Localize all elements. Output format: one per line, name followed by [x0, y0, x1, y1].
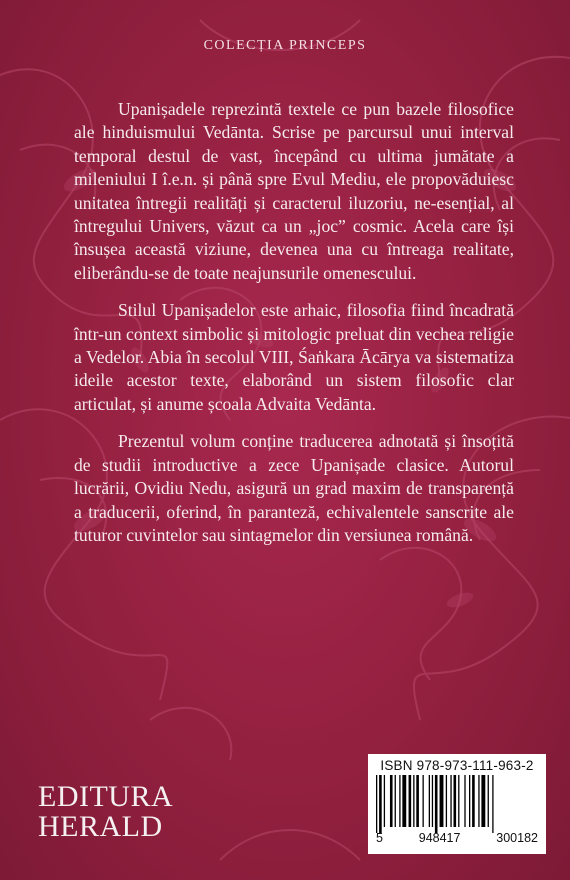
paragraph: Prezentul volum conține traducerea adnotată și însoțită de studii introductive a zece Upanișade clasice. Autorul lucrării, Ovidiu Nedu, asigură un grad maxim de transparență a traducerii, oferind, în paranteză, echivalentele sanscrite ale tuturor cuvintelor sau sintagmelor din versiunea română. — [74, 431, 514, 545]
series-title: COLECȚIA PRINCEPS — [203, 38, 367, 53]
publisher-line: HERALD — [38, 810, 163, 843]
barcode-label — [368, 754, 546, 854]
paragraph: Upanișadele reprezintă textele ce pun bazele filosofice ale hinduismului Vedānta. Scrise pe parcursul unui interval temporal destul de vast, începând cu ultima jumătate a mileniului I î.e.n. și până spre Evul Mediu, ele propovăduiesc unitatea întregii realități și caracterul iluzoriu, ne-esențial, al întregului Univers, văzut ca un „joc” cosmic. Acela care își însușea această viziune, devenea una cu întreaga realitate, eliberându-se de toate neajunsurile omenescului. — [74, 99, 514, 283]
back-cover-text — [74, 98, 514, 561]
barcode-digit-group: 300182 — [496, 831, 538, 845]
barcode-bars — [374, 775, 540, 833]
paragraph: Stilul Upanișadelor este arhaic, filosofia fiind încadrată într-un context simbolic și mitologic preluat din vechea religie a Vedelor. Abia în secolul VIII, Śaṅkara Ācārya va sistematiza ideile acestor texte, elaborând un sistem filosofic clar articulat, și anume școala Advaita Vedānta. — [74, 300, 514, 414]
barcode-digit-group: 948417 — [418, 831, 461, 845]
publisher-line: EDITURA — [38, 780, 174, 813]
publisher-logo — [38, 782, 173, 842]
isbn-text: ISBN 978-973-111-963-2 — [380, 758, 534, 773]
barcode-digit-first: 5 — [376, 831, 383, 845]
barcode-digits — [374, 831, 540, 845]
